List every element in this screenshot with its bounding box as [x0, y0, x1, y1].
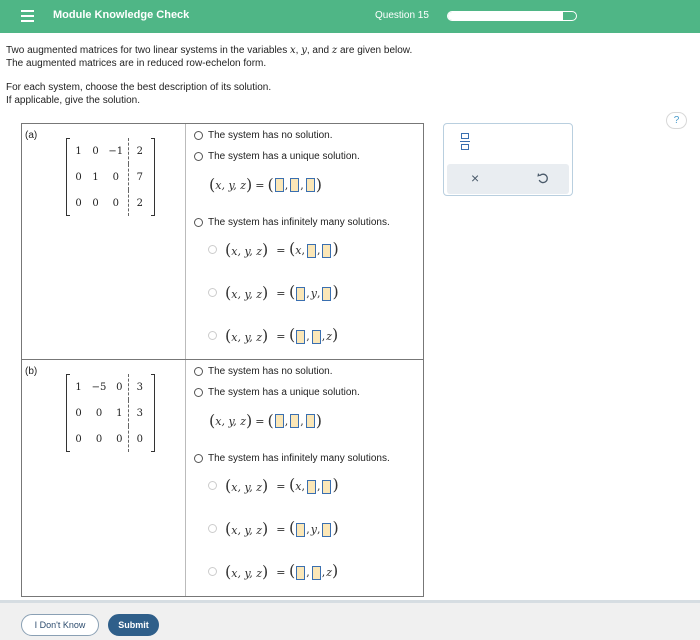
radio-button[interactable] [208, 524, 217, 533]
answer-box[interactable] [296, 287, 305, 301]
fraction-icon[interactable] [458, 133, 472, 154]
matrix-entry: 0 [112, 197, 119, 209]
math-tool-panel [443, 123, 573, 196]
radio-button[interactable] [194, 131, 203, 140]
answer-box[interactable] [296, 330, 305, 344]
augmented-matrix-a [66, 138, 155, 216]
radio-button[interactable] [194, 454, 203, 463]
matrix-entry: 0 [112, 171, 119, 183]
matrix-entry: 0 [116, 433, 123, 445]
subform-y-free-a[interactable]: (x, y, z) = ( ,y, ) [208, 284, 339, 301]
answer-box[interactable] [322, 523, 331, 537]
answer-box[interactable] [322, 287, 331, 301]
matrix-entry: 2 [128, 190, 151, 216]
question-prompt [6, 44, 412, 107]
clear-icon[interactable]: × [471, 170, 480, 186]
problem-grid [21, 123, 424, 597]
matrix-entry: 0 [75, 197, 82, 209]
answer-box-z[interactable] [306, 414, 315, 428]
matrix-entry: 3 [128, 400, 151, 426]
subform-z-free-b[interactable]: (x, y, z) = ( , ,z) [208, 563, 338, 580]
matrix-entry: 1 [92, 171, 99, 183]
matrix-entry: 3 [128, 374, 151, 400]
answer-box[interactable] [296, 523, 305, 537]
question-number: Question 15 [375, 10, 429, 21]
option-no-solution-b[interactable]: The system has no solution. [194, 366, 333, 377]
radio-button[interactable] [208, 567, 217, 576]
radio-button[interactable] [208, 481, 217, 490]
radio-button[interactable] [208, 331, 217, 340]
radio-button[interactable] [208, 288, 217, 297]
submit-button[interactable]: Submit [108, 614, 159, 636]
part-label: (a) [25, 130, 38, 141]
answer-box[interactable] [312, 566, 321, 580]
subform-y-free-b[interactable]: (x, y, z) = ( ,y, ) [208, 520, 339, 537]
matrix-entry: 0 [128, 426, 151, 452]
undo-icon[interactable] [536, 171, 550, 185]
matrix-cell-a [22, 124, 186, 359]
matrix-entry: 0 [75, 171, 82, 183]
radio-button[interactable] [194, 367, 203, 376]
option-no-solution-a[interactable]: The system has no solution. [194, 130, 333, 141]
matrix-entry: −1 [108, 145, 124, 157]
options-b [186, 360, 423, 596]
options-a [186, 124, 423, 359]
radio-button[interactable] [208, 245, 217, 254]
progress-bar [447, 11, 577, 21]
matrix-entry: 7 [128, 164, 151, 190]
answer-box-x[interactable] [275, 414, 284, 428]
option-infinite-solutions-b[interactable]: The system has infinitely many solutions. [194, 453, 390, 464]
answer-box-y[interactable] [290, 414, 299, 428]
radio-button[interactable] [194, 388, 203, 397]
unique-solution-entry-b: ( x, y, z ) = ( , , ) [209, 411, 322, 430]
option-unique-solution-a[interactable]: The system has a unique solution. [194, 151, 360, 162]
option-infinite-solutions-a[interactable]: The system has infinitely many solutions. [194, 217, 390, 228]
answer-box[interactable] [296, 566, 305, 580]
answer-box[interactable] [307, 480, 316, 494]
part-a [22, 124, 423, 360]
matrix-entry: 0 [75, 407, 82, 419]
answer-box[interactable] [322, 480, 331, 494]
matrix-entry: 0 [92, 197, 99, 209]
progress-fill [448, 12, 563, 20]
matrix-entry: 0 [116, 381, 123, 393]
radio-button[interactable] [194, 152, 203, 161]
answer-box-y[interactable] [290, 178, 299, 192]
matrix-entry: −5 [91, 381, 107, 393]
module-title: Module Knowledge Check [53, 9, 190, 21]
radio-button[interactable] [194, 218, 203, 227]
prompt-line-3: For each system, choose the best description of its solution. [6, 82, 272, 93]
part-b [22, 360, 423, 596]
answer-box-z[interactable] [306, 178, 315, 192]
subform-x-free-b[interactable]: (x, y, z) = (x, , ) [208, 477, 339, 494]
matrix-entry: 0 [75, 433, 82, 445]
answer-box-x[interactable] [275, 178, 284, 192]
prompt-line-1: Two augmented matrices for two linear systems in the variables x, y, and z are given below. [6, 45, 413, 56]
tool-footer [447, 164, 569, 194]
augmented-matrix-b [66, 374, 155, 452]
option-unique-solution-b[interactable]: The system has a unique solution. [194, 387, 360, 398]
dont-know-button[interactable]: I Don't Know [21, 614, 99, 636]
matrix-entry: 1 [75, 145, 82, 157]
matrix-entry: 0 [95, 407, 103, 419]
matrix-entry: 0 [95, 433, 103, 445]
prompt-line-2: The augmented matrices are in reduced row-echelon form. [6, 58, 267, 69]
matrix-entry: 0 [92, 145, 99, 157]
matrix-entry: 1 [75, 381, 82, 393]
answer-box[interactable] [312, 330, 321, 344]
subform-z-free-a[interactable]: (x, y, z) = ( , ,z) [208, 327, 338, 344]
top-bar [0, 0, 700, 33]
prompt-line-4: If applicable, give the solution. [6, 95, 140, 106]
answer-box[interactable] [322, 244, 331, 258]
part-label: (b) [25, 366, 38, 377]
footer-bar [0, 600, 700, 640]
matrix-cell-b [22, 360, 186, 596]
unique-solution-entry-a: ( x, y, z ) = ( , , ) [209, 175, 322, 194]
answer-box[interactable] [307, 244, 316, 258]
matrix-entry: 2 [128, 138, 151, 164]
matrix-entry: 1 [116, 407, 123, 419]
help-icon[interactable]: ? [666, 112, 687, 129]
menu-icon[interactable] [21, 10, 34, 22]
subform-x-free-a[interactable]: (x, y, z) = (x, , ) [208, 241, 339, 258]
